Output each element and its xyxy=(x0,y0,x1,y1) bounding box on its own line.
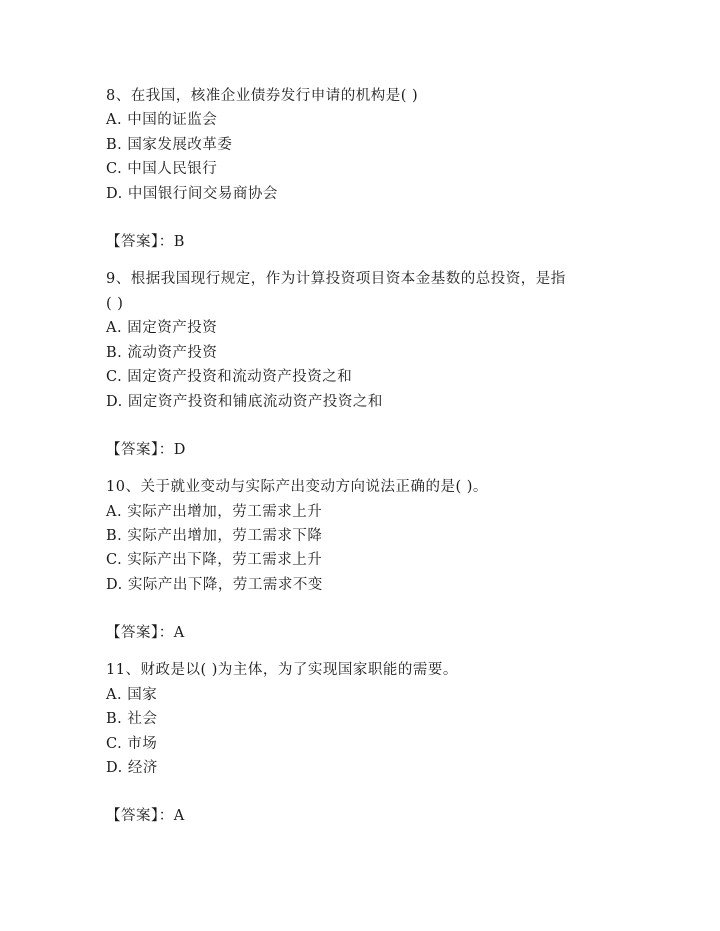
question-10-stem: 10、关于就业变动与实际产出变动方向说法正确的是( )。 xyxy=(106,479,488,495)
question-8-answer: 【答案】：B xyxy=(106,234,185,250)
question-11-option-c: C. 市场 xyxy=(106,736,158,752)
question-8-option-c: C. 中国人民银行 xyxy=(106,161,218,177)
question-11-option-b: B. 社会 xyxy=(106,711,158,727)
question-8-option-b: B. 国家发展改革委 xyxy=(106,137,233,153)
question-10-option-b: B. 实际产出增加，劳工需求下降 xyxy=(106,528,323,544)
question-11-option-d: D. 经济 xyxy=(106,760,158,776)
question-10-option-d: D. 实际产出下降，劳工需求不变 xyxy=(106,577,323,593)
question-9-option-a: A. 固定资产投资 xyxy=(106,320,218,336)
question-9-option-d: D. 固定资产投资和铺底流动资产投资之和 xyxy=(106,394,383,410)
question-9-answer: 【答案】：D xyxy=(106,442,186,458)
question-8-option-d: D. 中国银行间交易商协会 xyxy=(106,186,278,202)
question-11-option-a: A. 国家 xyxy=(106,687,158,703)
question-10-answer: 【答案】：A xyxy=(106,625,185,641)
question-9-option-b: B. 流动资产投资 xyxy=(106,345,218,361)
question-10-option-c: C. 实际产出下降，劳工需求上升 xyxy=(106,552,323,568)
question-8-option-a: A. 中国的证监会 xyxy=(106,112,218,128)
question-9-option-c: C. 固定资产投资和流动资产投资之和 xyxy=(106,369,353,385)
question-11-answer: 【答案】：A xyxy=(106,808,185,824)
question-10-option-a: A. 实际产出增加，劳工需求上升 xyxy=(106,504,323,520)
question-9-stem-blank: ( ) xyxy=(106,296,124,312)
question-11-stem: 11、财政是以( )为主体，为了实现国家职能的需要。 xyxy=(106,662,458,678)
question-8-stem: 8、在我国，核准企业债券发行申请的机构是( ) xyxy=(106,88,419,104)
question-9-stem: 9、根据我国现行规定，作为计算投资项目资本金基数的总投资，是指 xyxy=(106,271,566,287)
